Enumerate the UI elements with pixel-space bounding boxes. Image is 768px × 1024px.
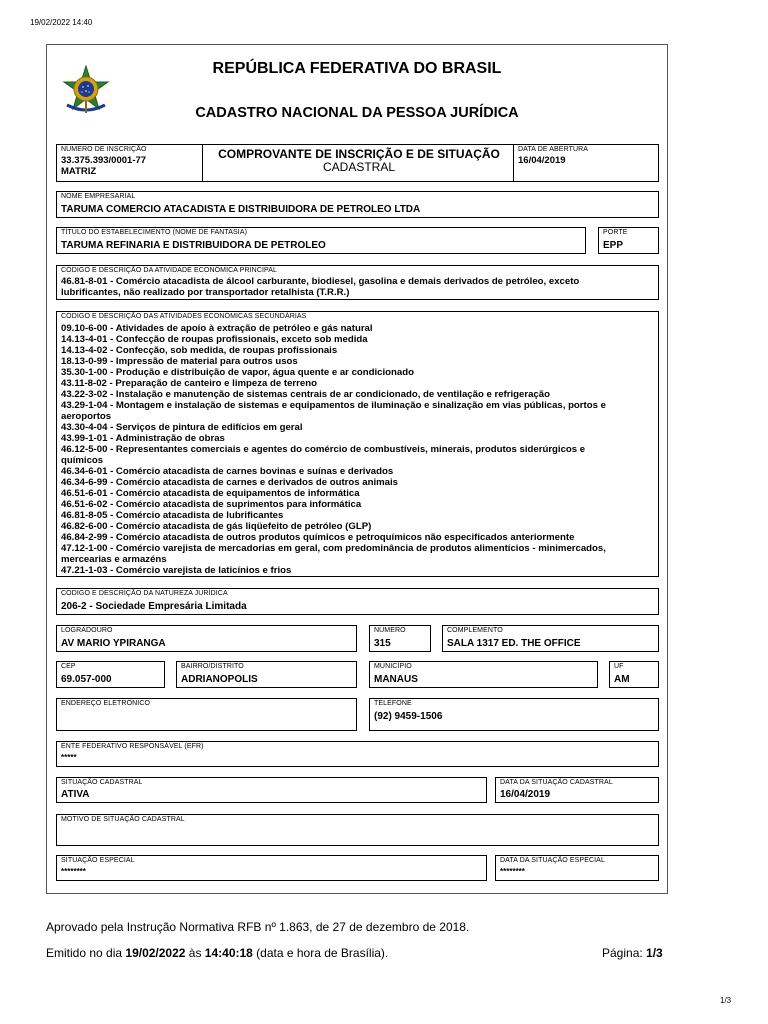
footer-emitted-suffix: (data e hora de Brasília). <box>252 946 389 960</box>
telefone-box <box>369 698 659 731</box>
list-item: aeroportos <box>61 411 112 422</box>
list-item: 47.12-1-00 - Comércio varejista de mercadorias em geral, com predominância de produtos alimentícios - minimercados, <box>61 543 606 554</box>
municipio-box <box>369 661 598 688</box>
situacao-value: ATIVA <box>61 789 90 800</box>
numero-box <box>369 625 431 652</box>
data-situacao-especial-label: DATA DA SITUAÇÃO ESPECIAL <box>500 857 605 864</box>
atividades-secundarias-label: CÓDIGO E DESCRIÇÃO DAS ATIVIDADES ECONÔMICAS SECUNDÁRIAS <box>61 313 307 320</box>
inscricao-box <box>56 144 203 182</box>
list-item: 46.81-8-05 - Comércio atacadista de lubrificantes <box>61 510 284 521</box>
list-item: 46.34-6-01 - Comércio atacadista de carnes bovinas e suínas e derivados <box>61 466 394 477</box>
title-cadastro: CADASTRO NACIONAL DA PESSOA JURÍDICA <box>195 105 519 121</box>
footer-emitted <box>46 946 388 960</box>
atividade-principal-box <box>56 265 659 300</box>
list-item: 18.13-0-99 - Impressão de material para outros usos <box>61 356 298 367</box>
telefone-label: TELEFONE <box>374 700 412 707</box>
print-timestamp: 19/02/2022 14:40 <box>30 18 93 27</box>
fantasia-label: TÍTULO DO ESTABELECIMENTO (NOME DE FANTASIA) <box>61 229 248 236</box>
atividade-principal-line2: lubrificantes, não realizado por transportador retalhista (T.R.R.) <box>61 287 350 298</box>
atividade-principal-line1: 46.81-8-01 - Comércio atacadista de álcool carburante, biodiesel, gasolina e demais derivados de petróleo, exceto <box>61 276 580 287</box>
list-item: 35.30-1-00 - Produção e distribuição de vapor, água quente e ar condicionado <box>61 367 414 378</box>
list-item: químicos <box>61 455 104 466</box>
uf-box <box>609 661 659 688</box>
motivo-box <box>56 814 659 846</box>
data-situacao-especial-box <box>495 855 659 881</box>
efr-value: ***** <box>61 753 77 762</box>
comprovante-title-line1: COMPROVANTE DE INSCRIÇÃO E DE SITUAÇÃO <box>218 147 500 161</box>
comprovante-title-line2: CADASTRAL <box>322 160 396 174</box>
list-item: 46.82-6-00 - Comércio atacadista de gás liqüefeito de petróleo (GLP) <box>61 521 372 532</box>
document-frame <box>46 44 668 894</box>
efr-label: ENTE FEDERATIVO RESPONSÁVEL (EFR) <box>61 743 204 750</box>
cep-label: CEP <box>61 663 76 670</box>
atividades-secundarias-box <box>56 311 659 577</box>
nome-empresarial-label: NOME EMPRESARIAL <box>61 193 136 200</box>
complemento-value: SALA 1317 ED. THE OFFICE <box>447 638 581 649</box>
complemento-label: COMPLEMENTO <box>447 627 503 634</box>
cep-box <box>56 661 165 688</box>
list-item: 43.29-1-04 - Montagem e instalação de sistemas e equipamentos de iluminação e sinalização em vias públicas, portos e <box>61 400 606 411</box>
abertura-box <box>513 144 659 182</box>
inscricao-type: MATRIZ <box>61 166 97 177</box>
list-item: 43.99-1-01 - Administração de obras <box>61 433 225 444</box>
list-item: 46.34-6-99 - Comércio atacadista de carnes e derivados de outros animais <box>61 477 398 488</box>
footer-emitted-time: 14:40:18 <box>204 946 253 960</box>
bairro-value: ADRIANOPOLIS <box>181 674 258 685</box>
atividade-principal-label: CÓDIGO E DESCRIÇÃO DA ATIVIDADE ECONÔMICA PRINCIPAL <box>61 267 278 274</box>
abertura-value: 16/04/2019 <box>518 155 566 166</box>
complemento-box <box>442 625 659 652</box>
fantasia-value: TARUMA REFINARIA E DISTRIBUIDORA DE PETROLEO <box>61 240 326 251</box>
footer-page-value: 1/3 <box>646 946 663 960</box>
cep-value: 69.057-000 <box>61 674 112 685</box>
data-situacao-label: DATA DA SITUAÇÃO CADASTRAL <box>500 779 613 786</box>
list-item: 14.13-4-01 - Confecção de roupas profissionais, exceto sob medida <box>61 334 368 345</box>
email-label: ENDEREÇO ELETRÔNICO <box>61 700 151 707</box>
motivo-label: MOTIVO DE SITUAÇÃO CADASTRAL <box>61 816 185 823</box>
situacao-especial-box <box>56 855 487 881</box>
nome-empresarial-box <box>56 191 659 218</box>
footer-approved: Aprovado pela Instrução Normativa RFB nº 1.863, de 27 de dezembro de 2018. <box>46 920 470 934</box>
logradouro-value: AV MARIO YPIRANGA <box>61 638 166 649</box>
atividades-secundarias-list <box>61 323 652 576</box>
situacao-especial-value: ******** <box>61 867 86 876</box>
logradouro-label: LOGRADOURO <box>61 627 113 634</box>
efr-box <box>56 741 659 767</box>
uf-value: AM <box>614 674 630 685</box>
list-item: 46.84-2-99 - Comércio atacadista de outros produtos químicos e petroquímicos não especificados anteriormente <box>61 532 575 543</box>
porte-value: EPP <box>603 240 624 251</box>
situacao-especial-label: SITUAÇÃO ESPECIAL <box>61 857 135 864</box>
list-item: 47.21-1-03 - Comércio varejista de laticínios e frios <box>61 565 292 576</box>
email-box <box>56 698 357 731</box>
porte-box <box>598 227 659 254</box>
list-item: 14.13-4-02 - Confecção, sob medida, de roupas profissionais <box>61 345 338 356</box>
situacao-box <box>56 777 487 803</box>
bairro-box <box>176 661 357 688</box>
list-item: mercearias e armazéns <box>61 554 167 565</box>
bairro-label: BAIRRO/DISTRITO <box>181 663 244 670</box>
municipio-label: MUNICÍPIO <box>374 663 412 670</box>
inscricao-number: 33.375.393/0001-77 <box>61 155 147 166</box>
nome-empresarial-value: TARUMA COMERCIO ATACADISTA E DISTRIBUIDORA DE PETROLEO LTDA <box>61 204 421 215</box>
natureza-juridica-label: CÓDIGO E DESCRIÇÃO DA NATUREZA JURÍDICA <box>61 590 228 597</box>
inscricao-label: NÚMERO DE INSCRIÇÃO <box>61 146 147 153</box>
footer-emitted-mid: às <box>185 946 205 960</box>
situacao-label: SITUAÇÃO CADASTRAL <box>61 779 143 786</box>
list-item: 43.30-4-04 - Serviços de pintura de edifícios em geral <box>61 422 303 433</box>
data-situacao-box <box>495 777 659 803</box>
comprovante-title-box <box>202 144 514 182</box>
telefone-value: (92) 9459-1506 <box>374 711 443 722</box>
title-republic: REPÚBLICA FEDERATIVA DO BRASIL <box>212 60 502 77</box>
footer-emitted-date: 19/02/2022 <box>125 946 186 960</box>
fantasia-box <box>56 227 586 254</box>
numero-label: NÚMERO <box>374 627 406 634</box>
data-situacao-value: 16/04/2019 <box>500 789 551 800</box>
natureza-juridica-box <box>56 588 659 615</box>
list-item: 43.22-3-02 - Instalação e manutenção de sistemas centrais de ar condicionado, de ventilação e refrigeração <box>61 389 550 400</box>
natureza-juridica-value: 206-2 - Sociedade Empresária Limitada <box>61 601 247 612</box>
abertura-label: DATA DE ABERTURA <box>518 146 589 153</box>
list-item: 46.51-6-02 - Comércio atacadista de suprimentos para informática <box>61 499 362 510</box>
list-item: 09.10-6-00 - Atividades de apoio à extração de petróleo e gás natural <box>61 323 373 334</box>
list-item: 46.51-6-01 - Comércio atacadista de equipamentos de informática <box>61 488 360 499</box>
porte-label: PORTE <box>603 229 628 236</box>
footer-page <box>602 946 663 960</box>
uf-label: UF <box>614 663 624 670</box>
footer-emitted-prefix: Emitido no dia <box>46 946 126 960</box>
footer-page-label: Página: <box>602 946 647 960</box>
list-item: 46.12-5-00 - Representantes comerciais e agentes do comércio de combustíveis, minerais, produtos siderúrgicos e <box>61 444 586 455</box>
data-situacao-especial-value: ******** <box>500 867 525 876</box>
print-page-counter: 1/3 <box>720 996 732 1005</box>
numero-value: 315 <box>374 638 391 649</box>
municipio-value: MANAUS <box>374 674 418 685</box>
list-item: 43.11-8-02 - Preparação de canteiro e limpeza de terreno <box>61 378 317 389</box>
logradouro-box <box>56 625 357 652</box>
